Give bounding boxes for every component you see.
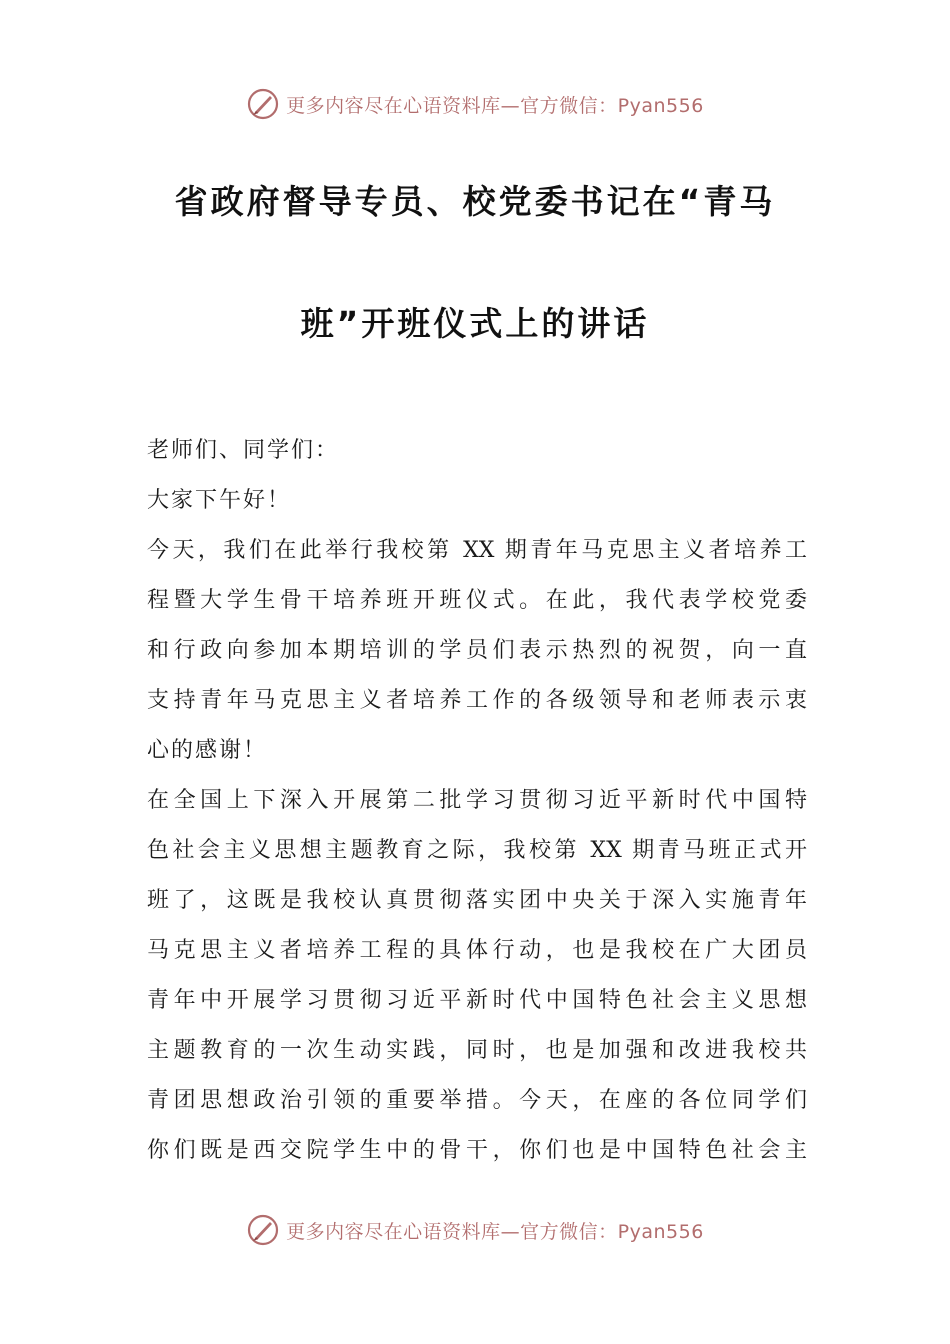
body-line: 心的感谢！ <box>147 738 268 763</box>
watermark-text: 更多内容尽在心语资料库—官方微信：Pyan556 <box>286 1220 704 1243</box>
body-line: 你们既是西交院学生中的骨干，你们也是中国特色社会主 <box>147 1138 807 1163</box>
body-line: 程暨大学生骨干培养班开班仪式。在此，我代表学校党委 <box>147 588 807 613</box>
body-line: 老师们、同学们： <box>147 438 340 463</box>
document-title-line-1: 省政府督导专员、校党委书记在“青马 <box>174 182 776 221</box>
body-line: 色社会主义思想主题教育之际，我校第 XX 期青马班正式开 <box>147 838 807 863</box>
body-line: 青团思想政治引领的重要举措。今天，在座的各位同学们 <box>147 1088 807 1113</box>
document-title-line-2: 班”开班仪式上的讲话 <box>300 304 650 343</box>
body-line: 马克思主义者培养工程的具体行动，也是我校在广大团员 <box>147 938 807 963</box>
body-line: 青年中开展学习贯彻习近平新时代中国特色社会主义思想 <box>147 988 807 1013</box>
header-watermark <box>0 82 950 126</box>
watermark-text: 更多内容尽在心语资料库—官方微信：Pyan556 <box>286 94 704 117</box>
pen-circle-logo-icon <box>246 1213 280 1247</box>
body-line: 大家下午好！ <box>147 488 292 513</box>
body-line: 主题教育的一次生动实践，同时，也是加强和改进我校共 <box>147 1038 807 1063</box>
footer-watermark <box>0 1208 950 1252</box>
body-line: 在全国上下深入开展第二批学习贯彻习近平新时代中国特 <box>147 788 807 813</box>
body-line: 支持青年马克思主义者培养工作的各级领导和老师表示衷 <box>147 688 807 713</box>
document-body <box>147 426 807 1176</box>
body-line: 班了，这既是我校认真贯彻落实团中央关于深入实施青年 <box>147 888 807 913</box>
body-line: 和行政向参加本期培训的学员们表示热烈的祝贺，向一直 <box>147 638 807 663</box>
body-line: 今天，我们在此举行我校第 XX 期青年马克思主义者培养工 <box>147 538 807 563</box>
pen-circle-logo-icon <box>246 87 280 121</box>
